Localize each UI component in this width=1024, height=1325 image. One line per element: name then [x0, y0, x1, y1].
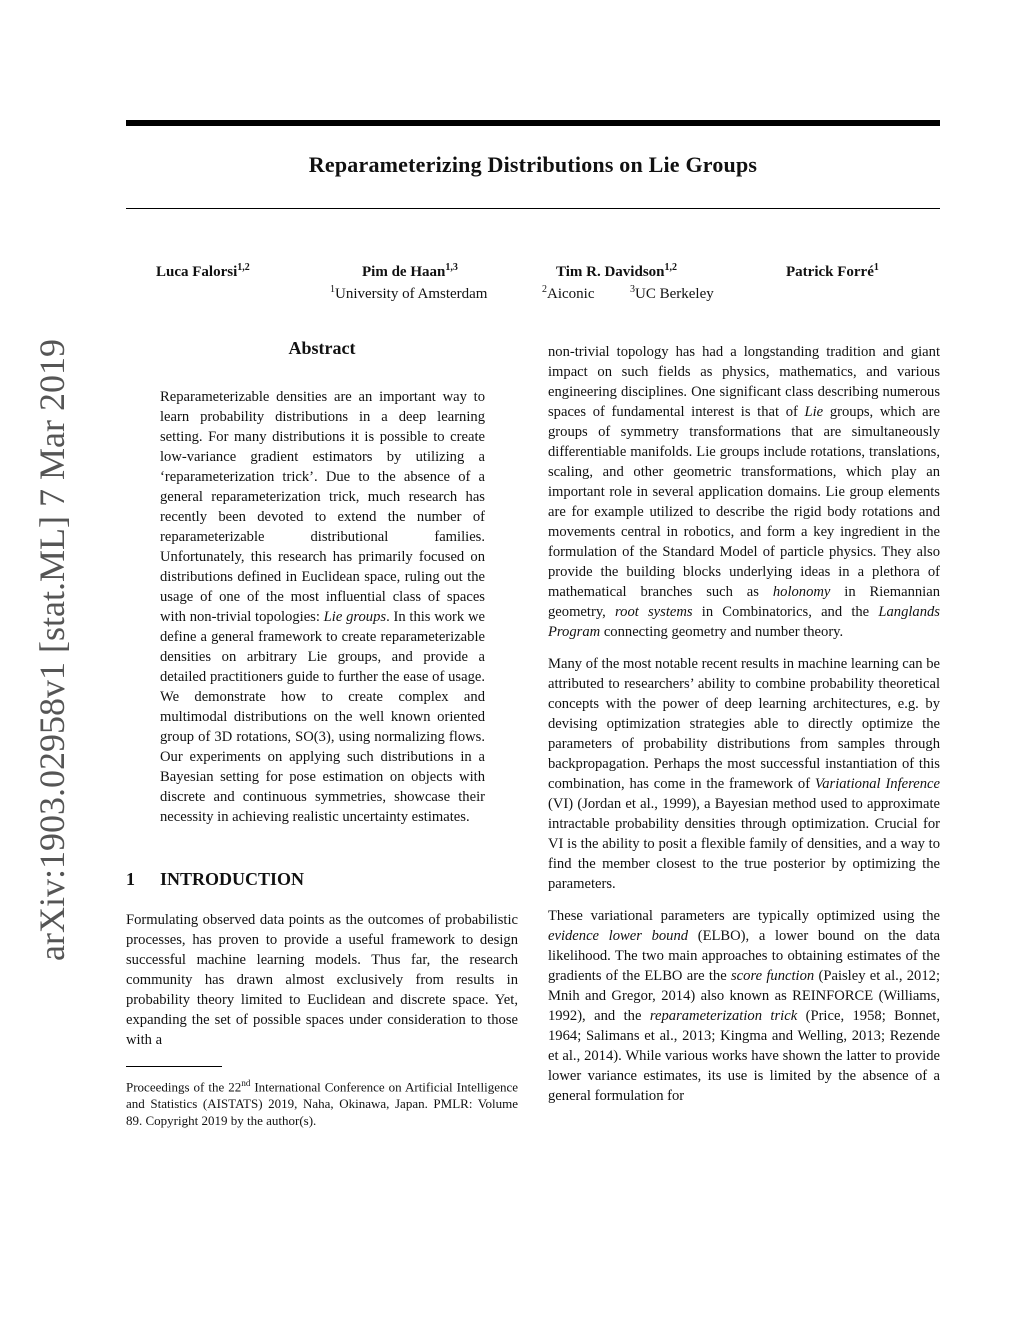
title-bottom-rule	[126, 208, 940, 209]
intro-paragraph: Formulating observed data points as the outcomes of probabilistic processes, has proven to provide a useful framework to design successful machine learning models. Thus far, the research community has drawn almost exclusively from results in probability theory limited to Euclidean and discrete space. Yet, expanding the set of possible spaces under consideration to those with a	[126, 912, 518, 1048]
body-paragraph: These variational parameters are typically optimized using the evidence lower bound (ELBO), a lower bound on the data likelihood. The two main approaches to obtaining estimates of the gradients of the ELBO are the score function (Paisley et al., 2012; Mnih and Gregor, 2014) also known as REINFORCE (Williams, 1992), and the reparameterization trick (Price, 1958; Bonnet, 1964; Salimans et al., 2013; Kingma and Welling, 2013; Rezende et al., 2014). While various works have shown the latter to provide lower variance estimates, its use is limited by the absence of a general formulation for	[548, 908, 941, 1104]
affiliation: $^1$University of Amsterdam	[330, 284, 488, 302]
author-name: Patrick Forré$^1$	[786, 262, 879, 280]
right-column	[548, 342, 940, 1118]
arxiv-stamp: arXiv:1903.02958v1 [stat.ML] 7 Mar 2019	[32, 339, 72, 961]
abstract-text: Reparameterizable densities are an important way to learn probability distributions in a deep learning setting. For many distributions it is possible to create low-variance gradient estimators by utilizing a ‘reparameterization trick’. Due to the absence of a general reparameterization trick, much research has recently been devoted to extend the number of reparameterizable distributional families. Unfortunately, this research has primarily focused on distributions defined in Euclidean space, ruling out the usage of one of the most influential class of spaces with non-trivial topologies: Lie groups. In this work we define a general framework to create reparameterizable densities on arbitrary Lie groups, and provide a detailed practitioners guide to further the ease of usage. We demonstrate how to create complex and multimodal distributions on the well known oriented group of 3D rotations, SO(3), using normalizing flows. Our experiments on applying such distributions in a Bayesian setting for pose estimation on objects with discrete and continuous symmetries, showcase their necessity in achieving realistic uncertainty estimates.	[160, 389, 485, 825]
body-paragraph: Many of the most notable recent results in machine learning can be attributed to researchers’ ability to combine probability theoretical concepts with the power of deep learning architectures, e.g. by devising optimization strategies able to directly optimize the parameters of probability distributions from samples through backpropagation. Perhaps the most successful instantiation of this combination, has come in the framework of Variational Inference (VI) (Jordan et al., 1999), a Bayesian method used to approximate intractable probability densities through optimization. Crucial for VI is the ability to posit a flexible family of densities, and a way to find the member closest to the true posterior by optimizing the parameters.	[548, 656, 940, 892]
title-top-rule	[126, 120, 940, 126]
author-name: Luca Falorsi$^{1,2}$	[156, 262, 250, 280]
left-column	[126, 338, 518, 1129]
abstract-heading: Abstract	[288, 338, 356, 358]
body-paragraph: non-trivial topology has had a longstanding tradition and giant impact on such fields as physics, mathematics, and various engineering disciplines. One significant class describing numerous spaces of fundamental interest is that of Lie groups, which are groups of symmetry transformations that are simultaneously differentiable manifolds. Lie groups include rotations, translations, scaling, and other geometric transformations, which play an important role in several application domains. Lie group elements are for example utilized to describe the rigid body rotations and movements central in robotics, and form a key ingredient in the formulation of the Standard Model of particle physics. They also provide the building blocks underlying ideas in a plethora of mathematical branches such as holonomy in Riemannian geometry, root systems in Combinatorics, and the Langlands Program connecting geometry and number theory.	[548, 344, 941, 640]
affiliation: $^2$Aiconic	[542, 284, 595, 302]
section-heading: 1 INTRODUCTION	[126, 869, 305, 889]
author-name: Tim R. Davidson$^{1,2}$	[556, 262, 678, 280]
footnote: Proceedings of the 22nd International Conference on Artificial Intelligence and Statistics (AISTATS) 2019, Naha, Okinawa, Japan. PMLR: Volume 89. Copyright 2019 by the author(s).	[126, 1078, 518, 1129]
author-block	[126, 262, 940, 306]
footnote-rule	[126, 1066, 222, 1067]
affiliation: $^3$UC Berkeley	[630, 284, 714, 302]
author-name: Pim de Haan$^{1,3}$	[362, 262, 458, 280]
paper-title: Reparameterizing Distributions on Lie Groups	[308, 152, 758, 177]
